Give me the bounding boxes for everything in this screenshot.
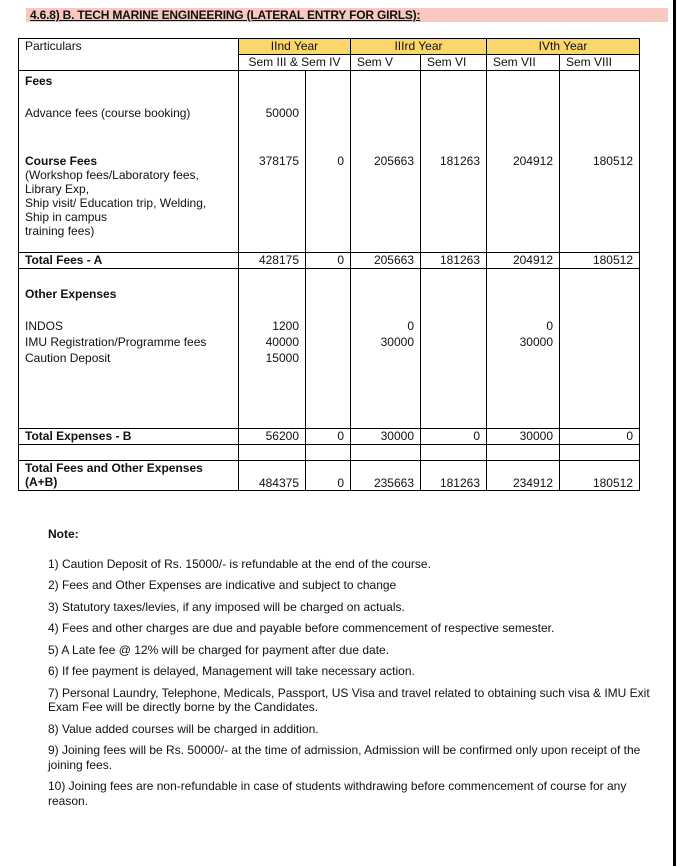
total-expenses-label: Total Expenses - B [19, 429, 239, 445]
total-fees-label: Total Fees - A [19, 253, 239, 269]
note-item: 8) Value added courses will be charged in addition. [48, 721, 319, 736]
table-row-grand-total [19, 461, 640, 491]
note-item: 2) Fees and Other Expenses are indicative and subject to change [48, 578, 397, 592]
header-year-4: IVth Year [487, 39, 640, 55]
grand-total-value: 181263 [421, 461, 487, 491]
note-item: 9) Joining fees will be Rs. 50000/- at the time of admission, Admission will be confirmed only upon receipt of the joining fees. [48, 743, 641, 772]
grand-total-value: 235663 [351, 461, 421, 491]
course-fees-detail: Ship in campus [25, 210, 108, 224]
imu-registration-value: 30000 [380, 335, 414, 349]
indos-value: 0 [407, 319, 414, 333]
course-fees-value: 180512 [592, 154, 633, 168]
course-fees-value: 181263 [439, 154, 480, 168]
total-expenses-value: 0 [421, 429, 487, 445]
note-item: 5) A Late fee @ 12% will be charged for payment after due date. [48, 642, 390, 657]
table-row-other-expenses [19, 269, 640, 429]
indos-label: INDOS [25, 319, 64, 333]
grand-total-label: Total Fees and Other Expenses [25, 461, 203, 475]
note-item: 1) Caution Deposit of Rs. 15000/- is refundable at the end of the course. [48, 556, 431, 571]
course-fees-value: 205663 [373, 154, 414, 168]
table-header-row-years [19, 39, 640, 55]
note-item: 4) Fees and other charges are due and payable before commencement of respective semester. [48, 621, 555, 635]
fee-structure-table [18, 38, 640, 491]
header-sem-5: Sem V [351, 55, 421, 71]
caution-deposit-value: 15000 [265, 351, 299, 365]
course-fees-detail: Ship visit/ Education trip, Welding, [25, 196, 207, 210]
total-expenses-value: 30000 [351, 429, 421, 445]
imu-registration-value: 30000 [519, 335, 553, 349]
total-fees-value: 181263 [421, 253, 487, 269]
table-row-total-expenses [19, 429, 640, 445]
grand-total-value: 0 [306, 461, 351, 491]
course-fees-value: 0 [337, 154, 344, 168]
course-fees-label: Course Fees [25, 154, 98, 168]
table-row-total-fees [19, 253, 640, 269]
table-row-spacer [19, 445, 640, 461]
grand-total-value: 180512 [560, 461, 640, 491]
other-expenses-label: Other Expenses [25, 287, 117, 301]
total-fees-value: 180512 [560, 253, 640, 269]
course-fees-detail: training fees) [25, 224, 95, 238]
header-sem-7: Sem VII [487, 55, 560, 71]
header-particulars: Particulars [19, 39, 239, 71]
caution-deposit-label: Caution Deposit [25, 351, 111, 365]
header-sem-6: Sem VI [421, 55, 487, 71]
total-fees-value: 0 [306, 253, 351, 269]
total-fees-value: 205663 [351, 253, 421, 269]
note-item: 7) Personal Laundry, Telephone, Medicals, Passport, US Visa and travel related to obtaining such visa & IMU Exit Exam Fee will be directly borne by the Candidates. [48, 685, 650, 714]
advance-fees-value: 50000 [265, 106, 299, 120]
total-fees-value: 428175 [239, 253, 306, 269]
note-item: 6) If fee payment is delayed, Management will take necessary action. [48, 664, 415, 678]
grand-total-value: 234912 [487, 461, 560, 491]
total-expenses-value: 30000 [487, 429, 560, 445]
notes-section [48, 527, 658, 815]
table-row-fees [19, 71, 640, 253]
fees-section-label: Fees [25, 74, 53, 88]
header-sem-8: Sem VIII [560, 55, 640, 71]
course-fees-detail: Library Exp, [25, 182, 90, 196]
grand-total-value: 484375 [239, 461, 306, 491]
total-fees-value: 204912 [487, 253, 560, 269]
course-fees-detail: (Workshop fees/Laboratory fees, [25, 168, 199, 182]
notes-title: Note: [48, 527, 79, 541]
total-expenses-value: 0 [560, 429, 640, 445]
note-item: 10) Joining fees are non-refundable in case of students withdrawing before commencement of course for any reason. [48, 779, 627, 808]
note-item: 3) Statutory taxes/levies, if any imposed will be charged on actuals. [48, 599, 405, 614]
indos-value: 0 [546, 319, 553, 333]
course-fees-value: 378175 [258, 154, 299, 168]
section-title: 4.6.8) B. TECH MARINE ENGINEERING (LATERAL ENTRY FOR GIRLS): [30, 8, 421, 22]
page-edge-rule [673, 0, 676, 866]
grand-total-label-sub: (A+B) [25, 475, 58, 489]
total-expenses-value: 56200 [239, 429, 306, 445]
header-year-2: IInd Year [239, 39, 351, 55]
imu-registration-label: IMU Registration/Programme fees [25, 335, 207, 349]
imu-registration-value: 40000 [265, 335, 299, 349]
advance-fees-label: Advance fees (course booking) [25, 106, 191, 120]
course-fees-value: 204912 [512, 154, 553, 168]
total-expenses-value: 0 [306, 429, 351, 445]
header-year-3: IIIrd Year [351, 39, 487, 55]
indos-value: 1200 [272, 319, 299, 333]
header-sem-3-4: Sem III & Sem IV [239, 55, 351, 71]
